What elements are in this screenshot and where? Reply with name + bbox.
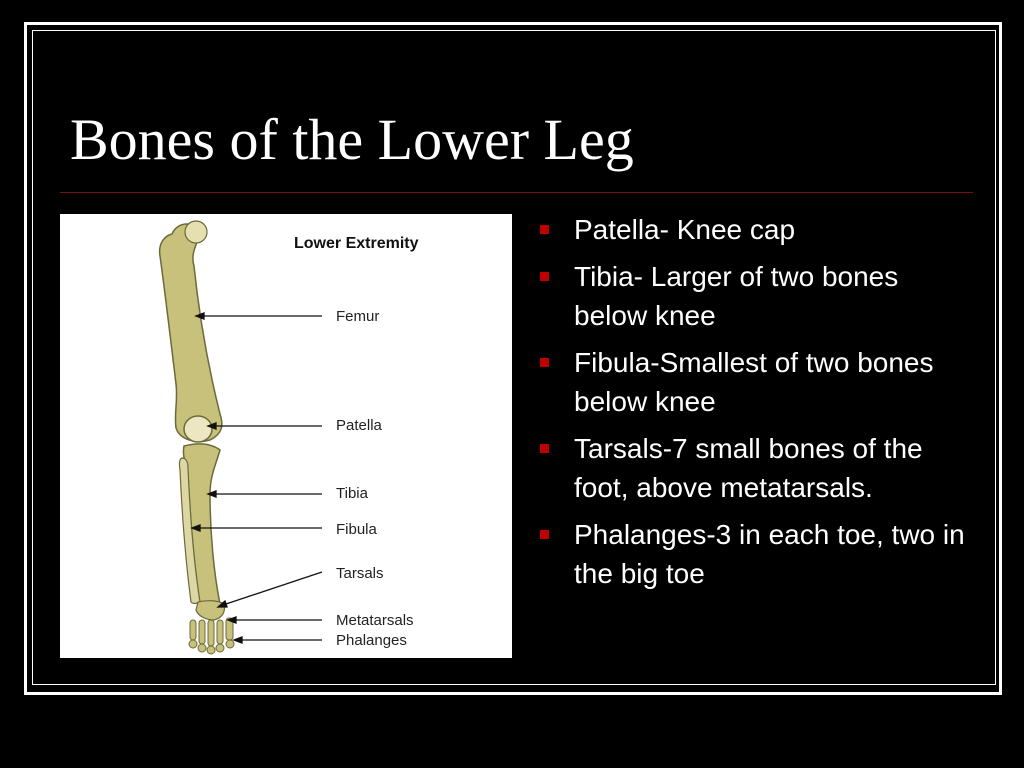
square-bullet-icon bbox=[540, 358, 549, 367]
foot-bones bbox=[189, 618, 234, 654]
figure-heading: Lower Extremity bbox=[294, 235, 419, 252]
square-bullet-icon bbox=[540, 225, 549, 234]
femoral-head bbox=[185, 221, 207, 243]
square-bullet-icon bbox=[540, 272, 549, 281]
patella-bone bbox=[184, 416, 212, 442]
tarsal-bones bbox=[196, 601, 225, 620]
femur-bone bbox=[160, 224, 222, 442]
bullet-text: Tarsals-7 small bones of the foot, above metatarsals. bbox=[574, 433, 923, 503]
bullet-item bbox=[536, 343, 966, 421]
bullet-text: Tibia- Larger of two bones below knee bbox=[574, 261, 899, 331]
label-tibia: Tibia bbox=[336, 485, 368, 502]
label-phalanges: Phalanges bbox=[336, 632, 407, 649]
label-femur: Femur bbox=[336, 308, 380, 325]
bullet-list bbox=[536, 210, 966, 601]
bullet-item bbox=[536, 257, 966, 335]
lower-extremity-diagram bbox=[60, 214, 512, 658]
label-fibula: Fibula bbox=[336, 521, 377, 538]
square-bullet-icon bbox=[540, 444, 549, 453]
bullet-text: Fibula-Smallest of two bones below knee bbox=[574, 347, 934, 417]
bullet-item bbox=[536, 515, 966, 593]
bullet-text: Patella- Knee cap bbox=[574, 214, 796, 245]
slide-title: Bones of the Lower Leg bbox=[70, 107, 634, 172]
tarsals-leader bbox=[220, 572, 322, 606]
bullet-item bbox=[536, 429, 966, 507]
square-bullet-icon bbox=[540, 530, 549, 539]
label-metatarsals: Metatarsals bbox=[336, 612, 414, 629]
label-tarsals: Tarsals bbox=[336, 565, 384, 582]
label-patella: Patella bbox=[336, 417, 382, 434]
title-divider bbox=[60, 192, 973, 193]
bullet-text: Phalanges-3 in each toe, two in the big toe bbox=[574, 519, 965, 589]
bullet-item bbox=[536, 210, 966, 249]
